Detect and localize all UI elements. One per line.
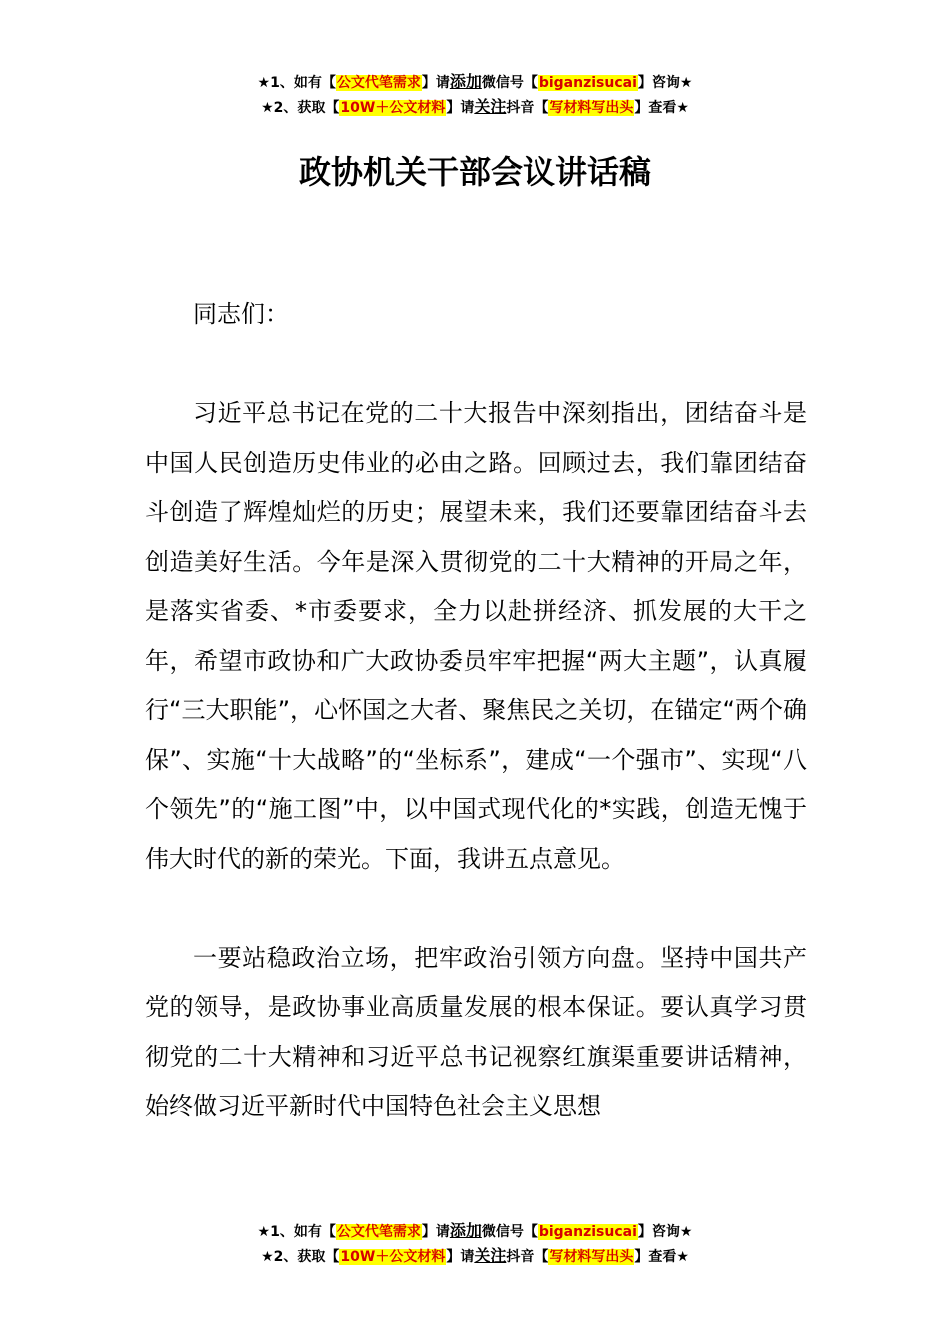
banner-text: 微信号【 xyxy=(481,75,538,91)
banner-highlight: biganzisucai xyxy=(538,1224,637,1240)
banner-highlight: 公文代笔需求 xyxy=(336,75,421,91)
banner-text: 】请 xyxy=(446,100,475,116)
document-title: 政协机关干部会议讲话稿 xyxy=(298,153,651,191)
banner-line-2 xyxy=(0,95,950,120)
banner-highlight: 10W＋公文材料 xyxy=(340,100,446,116)
paragraph: 一要站稳政治立场，把牢政治引领方向盘。坚持中国共产党的领导，是政协事业高质量发展的根本保证。要认真学习贯彻党的二十大精神和习近平总书记视察红旗渠重要讲话精神，始终做习近平新时代中国特色社会主义思想 xyxy=(145,943,807,1120)
banner-text: 】查看★ xyxy=(634,1249,689,1265)
banner-text: ★2、获取【 xyxy=(261,100,340,116)
banner-text: 】请 xyxy=(421,1224,450,1240)
banner-highlight: 公文代笔需求 xyxy=(336,1224,421,1240)
banner-text: 】查看★ xyxy=(634,100,689,116)
banner-emphasis: 关注 xyxy=(474,1246,507,1265)
banner-highlight: 10W＋公文材料 xyxy=(340,1249,446,1265)
banner-text: ★1、如有【 xyxy=(257,1224,336,1240)
paragraph: 习近平总书记在党的二十大报告中深刻指出，团结奋斗是中国人民创造历史伟业的必由之路。回顾过去，我们靠团结奋斗创造了辉煌灿烂的历史；展望未来，我们还要靠团结奋斗去创造美好生活。今年是深入贯彻党的二十大精神的开局之年，是落实省委、*市委要求，全力以赴拼经济、抓发展的大干之年，希望市政协和广大政协委员牢牢把握“两大主题”，认真履行“三大职能”，心怀国之大者、聚焦民之关切，在锚定“两个确保”、实施“十大战略”的“坐标系”，建成“一个强市”、实现“八个领先”的“施工图”中，以中国式现代化的*实践，创造无愧于伟大时代的新的荣光。下面，我讲五点意见。 xyxy=(145,399,807,873)
banner-emphasis: 添加 xyxy=(449,1221,482,1240)
banner-highlight: 写材料写出头 xyxy=(549,100,634,116)
banner-line-1 xyxy=(0,1219,950,1244)
banner-text: 】咨询★ xyxy=(637,75,693,91)
banner-line-1 xyxy=(0,70,950,95)
banner-text: 抖音【 xyxy=(506,1249,549,1265)
document-body xyxy=(145,290,807,1132)
header-banner xyxy=(0,70,950,120)
banner-text: 】请 xyxy=(446,1249,475,1265)
banner-text: 】请 xyxy=(421,75,450,91)
banner-emphasis: 添加 xyxy=(449,72,482,91)
banner-text: 微信号【 xyxy=(481,1224,538,1240)
footer-banner xyxy=(0,1219,950,1269)
banner-text: ★2、获取【 xyxy=(261,1249,340,1265)
salutation: 同志们： xyxy=(193,300,289,328)
banner-text: 】咨询★ xyxy=(637,1224,693,1240)
banner-text: 抖音【 xyxy=(506,100,549,116)
banner-text: ★1、如有【 xyxy=(257,75,336,91)
banner-line-2 xyxy=(0,1244,950,1269)
banner-highlight: biganzisucai xyxy=(538,75,637,91)
banner-emphasis: 关注 xyxy=(474,97,507,116)
banner-highlight: 写材料写出头 xyxy=(549,1249,634,1265)
